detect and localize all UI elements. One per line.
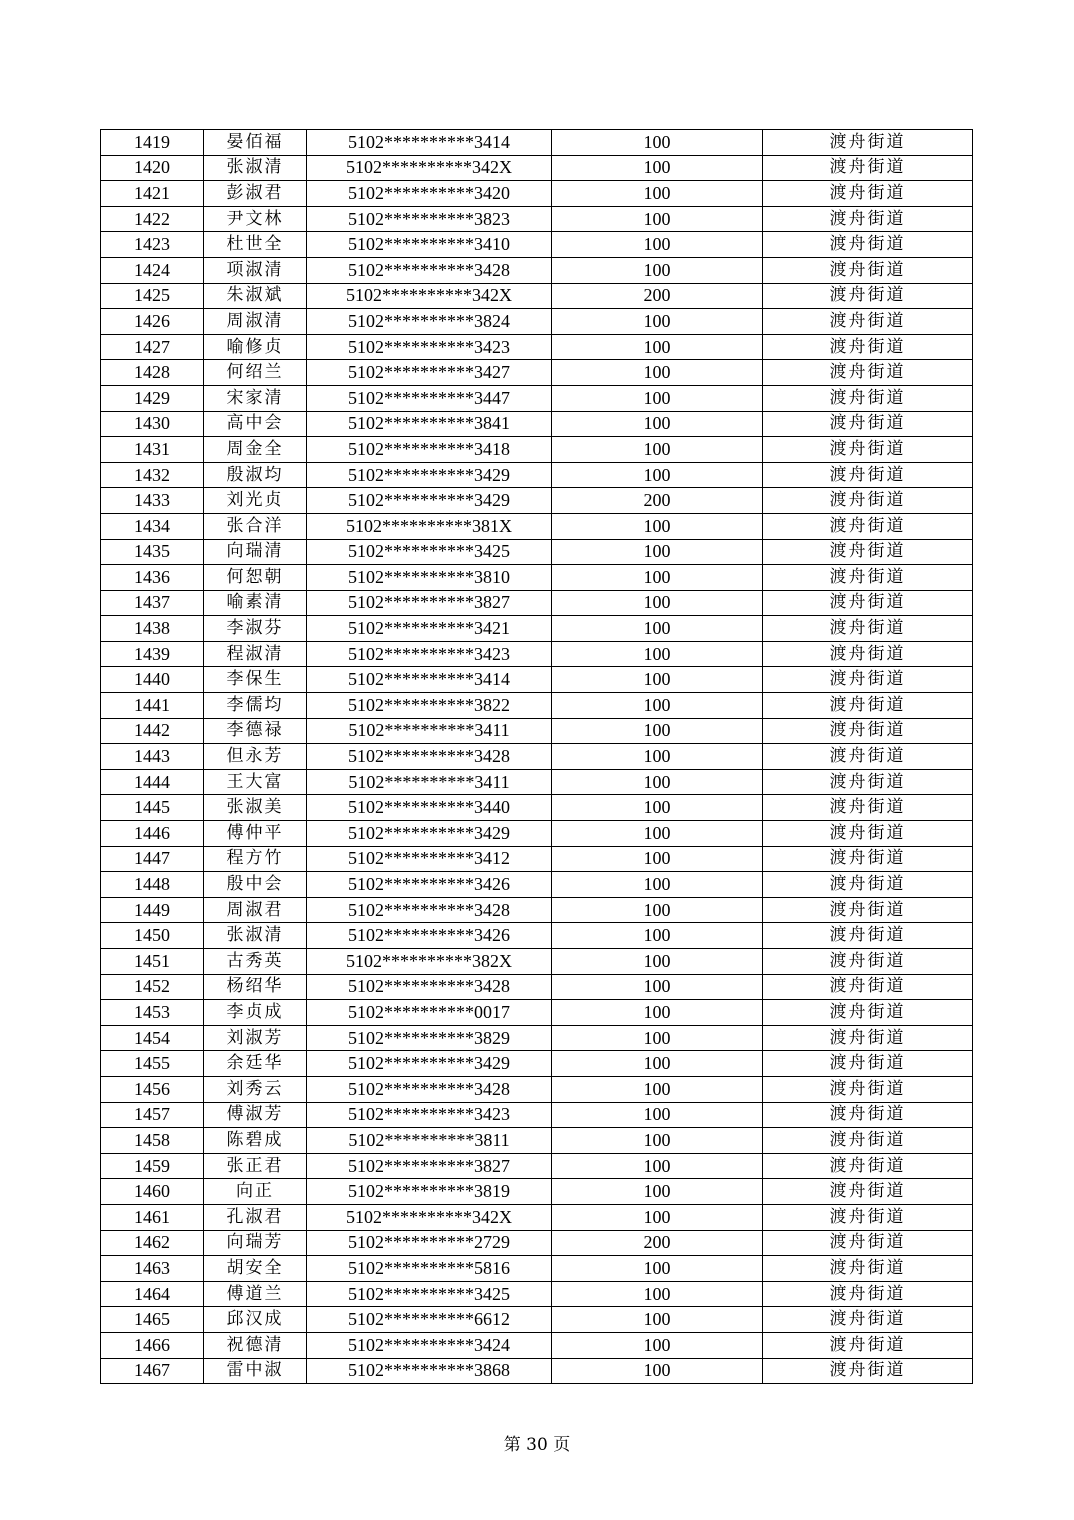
table-row [101, 1076, 973, 1102]
street-name: 渡舟街道 [763, 1281, 973, 1307]
id-number: 5102**********3424 [307, 1332, 552, 1358]
person-name: 李贞成 [204, 1000, 307, 1026]
person-name: 但永芳 [204, 744, 307, 770]
amount: 200 [552, 1230, 763, 1256]
table-row [101, 744, 973, 770]
table-row [101, 616, 973, 642]
amount: 100 [552, 744, 763, 770]
id-number: 5102**********3841 [307, 411, 552, 437]
table-row [101, 718, 973, 744]
person-name: 程方竹 [204, 846, 307, 872]
amount: 100 [552, 1332, 763, 1358]
amount: 100 [552, 206, 763, 232]
row-number: 1457 [101, 1102, 204, 1128]
person-name: 胡安全 [204, 1256, 307, 1282]
street-name: 渡舟街道 [763, 1128, 973, 1154]
id-number: 5102**********3811 [307, 1128, 552, 1154]
table-row [101, 1179, 973, 1205]
street-name: 渡舟街道 [763, 360, 973, 386]
person-name: 彭淑君 [204, 181, 307, 207]
person-name: 殷淑均 [204, 462, 307, 488]
amount: 100 [552, 1000, 763, 1026]
id-number: 5102**********381X [307, 513, 552, 539]
row-number: 1425 [101, 283, 204, 309]
street-name: 渡舟街道 [763, 1000, 973, 1026]
row-number: 1432 [101, 462, 204, 488]
person-name: 刘淑芳 [204, 1025, 307, 1051]
row-number: 1426 [101, 309, 204, 335]
row-number: 1422 [101, 206, 204, 232]
person-name: 向瑞清 [204, 539, 307, 565]
table-row [101, 821, 973, 847]
street-name: 渡舟街道 [763, 769, 973, 795]
table-row [101, 1332, 973, 1358]
person-name: 张正君 [204, 1153, 307, 1179]
street-name: 渡舟街道 [763, 1025, 973, 1051]
amount: 100 [552, 437, 763, 463]
amount: 100 [552, 1051, 763, 1077]
row-number: 1463 [101, 1256, 204, 1282]
id-number: 5102**********3440 [307, 795, 552, 821]
amount: 100 [552, 846, 763, 872]
amount: 100 [552, 181, 763, 207]
amount: 100 [552, 155, 763, 181]
row-number: 1464 [101, 1281, 204, 1307]
id-number: 5102**********6612 [307, 1307, 552, 1333]
row-number: 1420 [101, 155, 204, 181]
person-name: 李儒均 [204, 693, 307, 719]
id-number: 5102**********3428 [307, 974, 552, 1000]
id-number: 5102**********342X [307, 155, 552, 181]
id-number: 5102**********3411 [307, 718, 552, 744]
amount: 100 [552, 872, 763, 898]
id-number: 5102**********3428 [307, 744, 552, 770]
table-row [101, 693, 973, 719]
id-number: 5102**********3819 [307, 1179, 552, 1205]
person-name: 项淑清 [204, 257, 307, 283]
street-name: 渡舟街道 [763, 641, 973, 667]
row-number: 1445 [101, 795, 204, 821]
street-name: 渡舟街道 [763, 437, 973, 463]
amount: 100 [552, 616, 763, 642]
table-row [101, 949, 973, 975]
table-row [101, 334, 973, 360]
street-name: 渡舟街道 [763, 744, 973, 770]
row-number: 1430 [101, 411, 204, 437]
table-row [101, 1230, 973, 1256]
amount: 100 [552, 360, 763, 386]
street-name: 渡舟街道 [763, 411, 973, 437]
amount: 100 [552, 769, 763, 795]
table-row [101, 846, 973, 872]
table-row [101, 513, 973, 539]
row-number: 1441 [101, 693, 204, 719]
street-name: 渡舟街道 [763, 974, 973, 1000]
person-name: 周淑君 [204, 897, 307, 923]
id-number: 5102**********3429 [307, 1051, 552, 1077]
table-row [101, 155, 973, 181]
row-number: 1436 [101, 565, 204, 591]
person-name: 祝德清 [204, 1332, 307, 1358]
street-name: 渡舟街道 [763, 590, 973, 616]
amount: 100 [552, 1281, 763, 1307]
id-number: 5102**********3418 [307, 437, 552, 463]
table-row [101, 641, 973, 667]
row-number: 1446 [101, 821, 204, 847]
amount: 100 [552, 718, 763, 744]
person-name: 王大富 [204, 769, 307, 795]
street-name: 渡舟街道 [763, 513, 973, 539]
table-row [101, 1000, 973, 1026]
person-name: 雷中淑 [204, 1358, 307, 1384]
amount: 100 [552, 309, 763, 335]
person-name: 向瑞芳 [204, 1230, 307, 1256]
street-name: 渡舟街道 [763, 872, 973, 898]
row-number: 1467 [101, 1358, 204, 1384]
id-number: 5102**********3447 [307, 385, 552, 411]
amount: 100 [552, 795, 763, 821]
amount: 100 [552, 949, 763, 975]
amount: 100 [552, 923, 763, 949]
row-number: 1453 [101, 1000, 204, 1026]
table-row [101, 1281, 973, 1307]
amount: 100 [552, 693, 763, 719]
id-number: 5102**********0017 [307, 1000, 552, 1026]
table-row [101, 1153, 973, 1179]
row-number: 1434 [101, 513, 204, 539]
row-number: 1448 [101, 872, 204, 898]
row-number: 1438 [101, 616, 204, 642]
table-row [101, 385, 973, 411]
amount: 100 [552, 897, 763, 923]
amount: 100 [552, 462, 763, 488]
person-name: 周淑清 [204, 309, 307, 335]
table-row [101, 539, 973, 565]
street-name: 渡舟街道 [763, 206, 973, 232]
id-number: 5102**********3414 [307, 667, 552, 693]
street-name: 渡舟街道 [763, 846, 973, 872]
street-name: 渡舟街道 [763, 1230, 973, 1256]
id-number: 5102**********342X [307, 1204, 552, 1230]
id-number: 5102**********3868 [307, 1358, 552, 1384]
row-number: 1460 [101, 1179, 204, 1205]
row-number: 1456 [101, 1076, 204, 1102]
person-name: 张淑清 [204, 923, 307, 949]
person-name: 李保生 [204, 667, 307, 693]
amount: 200 [552, 283, 763, 309]
street-name: 渡舟街道 [763, 155, 973, 181]
row-number: 1423 [101, 232, 204, 258]
amount: 100 [552, 257, 763, 283]
street-name: 渡舟街道 [763, 539, 973, 565]
page-number: 第 30 页 [503, 1435, 571, 1455]
street-name: 渡舟街道 [763, 1256, 973, 1282]
person-name: 朱淑斌 [204, 283, 307, 309]
street-name: 渡舟街道 [763, 1204, 973, 1230]
table-row [101, 565, 973, 591]
table-row [101, 437, 973, 463]
person-name: 何恕朝 [204, 565, 307, 591]
id-number: 5102**********3410 [307, 232, 552, 258]
row-number: 1450 [101, 923, 204, 949]
table-row [101, 590, 973, 616]
person-name: 傅道兰 [204, 1281, 307, 1307]
id-number: 5102**********3414 [307, 130, 552, 156]
id-number: 5102**********3428 [307, 1076, 552, 1102]
person-name: 李德禄 [204, 718, 307, 744]
person-name: 向正 [204, 1179, 307, 1205]
id-number: 5102**********3423 [307, 334, 552, 360]
person-name: 殷中会 [204, 872, 307, 898]
table-row [101, 1358, 973, 1384]
row-number: 1444 [101, 769, 204, 795]
row-number: 1451 [101, 949, 204, 975]
person-name: 刘秀云 [204, 1076, 307, 1102]
row-number: 1437 [101, 590, 204, 616]
id-number: 5102**********3425 [307, 1281, 552, 1307]
id-number: 5102**********3823 [307, 206, 552, 232]
street-name: 渡舟街道 [763, 232, 973, 258]
table-row [101, 1025, 973, 1051]
amount: 100 [552, 1179, 763, 1205]
id-number: 5102**********3829 [307, 1025, 552, 1051]
table-body [101, 130, 973, 1384]
row-number: 1431 [101, 437, 204, 463]
id-number: 5102**********3822 [307, 693, 552, 719]
id-number: 5102**********3827 [307, 590, 552, 616]
person-name: 陈碧成 [204, 1128, 307, 1154]
table-row [101, 488, 973, 514]
table-row [101, 181, 973, 207]
row-number: 1458 [101, 1128, 204, 1154]
id-number: 5102**********5816 [307, 1256, 552, 1282]
row-number: 1449 [101, 897, 204, 923]
amount: 100 [552, 974, 763, 1000]
id-number: 5102**********2729 [307, 1230, 552, 1256]
street-name: 渡舟街道 [763, 949, 973, 975]
table-row [101, 1256, 973, 1282]
table-row [101, 130, 973, 156]
amount: 100 [552, 1204, 763, 1230]
table-row [101, 897, 973, 923]
table-row [101, 360, 973, 386]
person-name: 杨绍华 [204, 974, 307, 1000]
street-name: 渡舟街道 [763, 693, 973, 719]
id-number: 5102**********3412 [307, 846, 552, 872]
street-name: 渡舟街道 [763, 667, 973, 693]
street-name: 渡舟街道 [763, 1076, 973, 1102]
id-number: 5102**********3425 [307, 539, 552, 565]
street-name: 渡舟街道 [763, 897, 973, 923]
amount: 100 [552, 1256, 763, 1282]
person-name: 邱汉成 [204, 1307, 307, 1333]
street-name: 渡舟街道 [763, 1307, 973, 1333]
id-number: 5102**********382X [307, 949, 552, 975]
street-name: 渡舟街道 [763, 1332, 973, 1358]
amount: 100 [552, 565, 763, 591]
id-number: 5102**********3421 [307, 616, 552, 642]
amount: 100 [552, 590, 763, 616]
id-number: 5102**********3423 [307, 1102, 552, 1128]
row-number: 1419 [101, 130, 204, 156]
street-name: 渡舟街道 [763, 565, 973, 591]
id-number: 5102**********3824 [307, 309, 552, 335]
amount: 100 [552, 539, 763, 565]
person-name: 喻素清 [204, 590, 307, 616]
street-name: 渡舟街道 [763, 181, 973, 207]
amount: 100 [552, 1025, 763, 1051]
row-number: 1454 [101, 1025, 204, 1051]
id-number: 5102**********3420 [307, 181, 552, 207]
table-row [101, 795, 973, 821]
row-number: 1429 [101, 385, 204, 411]
id-number: 5102**********3429 [307, 488, 552, 514]
amount: 100 [552, 1153, 763, 1179]
street-name: 渡舟街道 [763, 616, 973, 642]
amount: 100 [552, 1102, 763, 1128]
row-number: 1455 [101, 1051, 204, 1077]
street-name: 渡舟街道 [763, 1102, 973, 1128]
amount: 100 [552, 641, 763, 667]
amount: 100 [552, 1128, 763, 1154]
street-name: 渡舟街道 [763, 488, 973, 514]
person-name: 晏佰福 [204, 130, 307, 156]
street-name: 渡舟街道 [763, 1153, 973, 1179]
id-number: 5102**********3428 [307, 257, 552, 283]
street-name: 渡舟街道 [763, 257, 973, 283]
row-number: 1462 [101, 1230, 204, 1256]
amount: 200 [552, 488, 763, 514]
row-number: 1443 [101, 744, 204, 770]
person-name: 宋家清 [204, 385, 307, 411]
amount: 100 [552, 232, 763, 258]
row-number: 1435 [101, 539, 204, 565]
person-name: 傅仲平 [204, 821, 307, 847]
table-row [101, 232, 973, 258]
id-number: 5102**********3428 [307, 897, 552, 923]
row-number: 1452 [101, 974, 204, 1000]
table-row [101, 283, 973, 309]
table-row [101, 257, 973, 283]
amount: 100 [552, 821, 763, 847]
id-number: 5102**********3423 [307, 641, 552, 667]
street-name: 渡舟街道 [763, 718, 973, 744]
person-name: 喻修贞 [204, 334, 307, 360]
id-number: 5102**********3426 [307, 872, 552, 898]
id-number: 5102**********3427 [307, 360, 552, 386]
amount: 100 [552, 411, 763, 437]
street-name: 渡舟街道 [763, 923, 973, 949]
amount: 100 [552, 385, 763, 411]
row-number: 1459 [101, 1153, 204, 1179]
street-name: 渡舟街道 [763, 309, 973, 335]
person-name: 尹文林 [204, 206, 307, 232]
person-name: 张合洋 [204, 513, 307, 539]
subsidy-list-table [100, 129, 973, 1384]
row-number: 1461 [101, 1204, 204, 1230]
person-name: 程淑清 [204, 641, 307, 667]
row-number: 1424 [101, 257, 204, 283]
amount: 100 [552, 1307, 763, 1333]
table-row [101, 974, 973, 1000]
table-row [101, 1102, 973, 1128]
street-name: 渡舟街道 [763, 1051, 973, 1077]
id-number: 5102**********3810 [307, 565, 552, 591]
person-name: 张淑清 [204, 155, 307, 181]
table-row [101, 462, 973, 488]
person-name: 何绍兰 [204, 360, 307, 386]
amount: 100 [552, 1358, 763, 1384]
street-name: 渡舟街道 [763, 821, 973, 847]
table-row [101, 1051, 973, 1077]
row-number: 1428 [101, 360, 204, 386]
table-row [101, 309, 973, 335]
person-name: 孔淑君 [204, 1204, 307, 1230]
amount: 100 [552, 334, 763, 360]
amount: 100 [552, 667, 763, 693]
row-number: 1427 [101, 334, 204, 360]
id-number: 5102**********3429 [307, 462, 552, 488]
person-name: 余廷华 [204, 1051, 307, 1077]
id-number: 5102**********3426 [307, 923, 552, 949]
street-name: 渡舟街道 [763, 462, 973, 488]
row-number: 1440 [101, 667, 204, 693]
id-number: 5102**********342X [307, 283, 552, 309]
table-row [101, 923, 973, 949]
table-row [101, 1128, 973, 1154]
table-row [101, 872, 973, 898]
street-name: 渡舟街道 [763, 1358, 973, 1384]
street-name: 渡舟街道 [763, 795, 973, 821]
person-name: 张淑美 [204, 795, 307, 821]
row-number: 1421 [101, 181, 204, 207]
row-number: 1447 [101, 846, 204, 872]
person-name: 李淑芬 [204, 616, 307, 642]
table-row [101, 1307, 973, 1333]
table-row [101, 769, 973, 795]
row-number: 1439 [101, 641, 204, 667]
person-name: 杜世全 [204, 232, 307, 258]
table-row [101, 667, 973, 693]
row-number: 1465 [101, 1307, 204, 1333]
table-row [101, 1204, 973, 1230]
street-name: 渡舟街道 [763, 385, 973, 411]
row-number: 1442 [101, 718, 204, 744]
person-name: 刘光贞 [204, 488, 307, 514]
amount: 100 [552, 513, 763, 539]
table-row [101, 411, 973, 437]
id-number: 5102**********3429 [307, 821, 552, 847]
table-row [101, 206, 973, 232]
person-name: 高中会 [204, 411, 307, 437]
row-number: 1433 [101, 488, 204, 514]
id-number: 5102**********3827 [307, 1153, 552, 1179]
street-name: 渡舟街道 [763, 130, 973, 156]
street-name: 渡舟街道 [763, 334, 973, 360]
amount: 100 [552, 130, 763, 156]
row-number: 1466 [101, 1332, 204, 1358]
street-name: 渡舟街道 [763, 283, 973, 309]
amount: 100 [552, 1076, 763, 1102]
street-name: 渡舟街道 [763, 1179, 973, 1205]
id-number: 5102**********3411 [307, 769, 552, 795]
person-name: 古秀英 [204, 949, 307, 975]
person-name: 傅淑芳 [204, 1102, 307, 1128]
person-name: 周金全 [204, 437, 307, 463]
